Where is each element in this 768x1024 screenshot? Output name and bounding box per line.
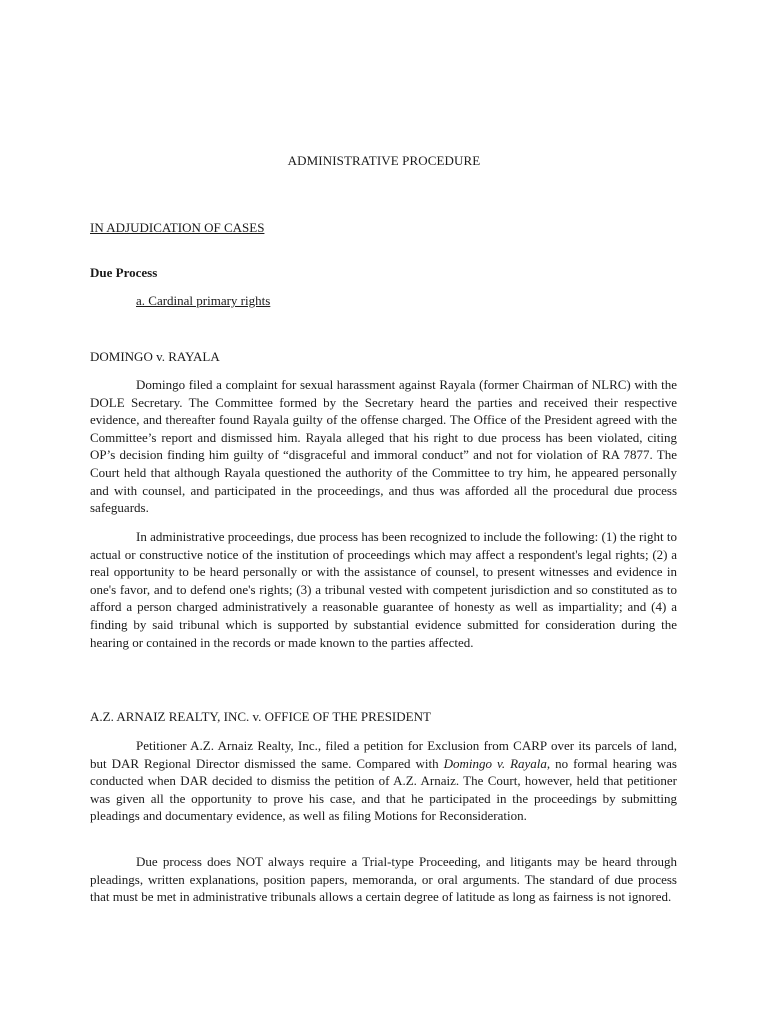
- paragraph-domingo-facts: Domingo filed a complaint for sexual harassment against Rayala (former Chairman of NLRC) with the DOLE Secretary. The Committee formed by the Secretary heard the parties and received their respective evidence, and thereafter found Rayala guilty of the offense charged. The Office of the President agreed with the Committee’s report and dismissed him. Rayala alleged that his right to due process has been violated, citing OP’s decision finding him guilty of “disgraceful and immoral conduct” and not for violation of RA 7877. The Court held that although Rayala questioned the authority of the Committee to try him, he appeared personally and with counsel, and participated in the proceedings, and thus was afforded all the procedural due process safeguards.: [90, 377, 677, 516]
- section-heading: IN ADJUDICATION OF CASES: [90, 220, 265, 235]
- subsection-heading: Due Process: [90, 265, 158, 280]
- arnaiz-text-part2: , no formal hearing was conducted when DAR decided to dismiss the petition of A.Z. Arnaiz. The Court, however, held that petitioner was given all the opportunity to prove his case, and that he participated in the proceedings by submitting pleadings and documentary evidence, as well as filing Motions for Reconsideration.: [90, 755, 677, 824]
- case-title-domingo: DOMINGO v. RAYALA: [90, 349, 220, 364]
- paragraph-arnaiz-facts: [90, 737, 677, 825]
- arnaiz-text-part1: Petitioner A.Z. Arnaiz Realty, Inc., filed a petition for Exclusion from CARP over its parcels of land, but DAR Regional Director dismissed the same. Compared with: [90, 738, 677, 771]
- paragraph-due-process-elements: In administrative proceedings, due process has been recognized to include the following: (1) the right to actual or constructive notice of the institution of proceedings which may affect a respondent's legal rights; (2) a real opportunity to be heard personally or with the assistance of counsel, to present witnesses and evidence in one's favor, and to defend one's rights; (3) a tribunal vested with competent jurisdiction and so constituted as to afford a person charged administratively a reasonable guarantee of honesty as well as impartiality; and (4) a finding by said tribunal which is supported by substantial evidence submitted for consideration during the hearing or contained in the records or made known to the parties affected.: [90, 529, 677, 650]
- item-heading: a. Cardinal primary rights: [136, 293, 271, 308]
- page-title: ADMINISTRATIVE PROCEDURE: [287, 153, 481, 168]
- case-citation-italic: Domingo v. Rayala: [443, 755, 547, 771]
- case-title-arnaiz: A.Z. ARNAIZ REALTY, INC. v. OFFICE OF THE PRESIDENT: [90, 709, 431, 724]
- paragraph-trial-type: Due process does NOT always require a Trial-type Proceeding, and litigants may be heard through pleadings, written explanations, position papers, memoranda, or oral arguments. The standard of due process that must be met in administrative tribunals allows a certain degree of latitude as long as fairness is not ignored.: [90, 854, 677, 905]
